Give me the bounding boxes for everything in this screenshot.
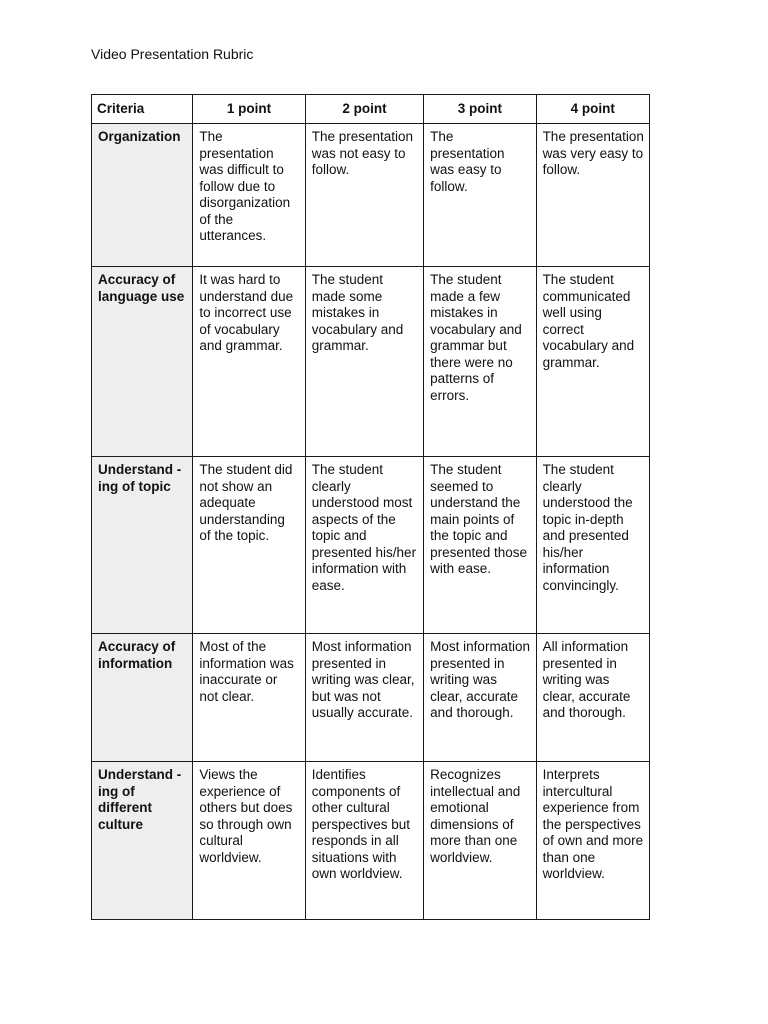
score-cell: Most information presented in writing was clear, but was not usually accurate. bbox=[305, 634, 423, 762]
score-cell: Recognizes intellectual and emotional dimensions of more than one worldview. bbox=[424, 762, 536, 920]
criteria-cell: Accuracy of language use bbox=[92, 267, 193, 457]
table-row bbox=[92, 762, 650, 920]
score-cell: The student seemed to understand the main points of the topic and presented those with ease. bbox=[424, 457, 536, 634]
document-title: Video Presentation Rubric bbox=[91, 46, 254, 62]
score-cell: All information presented in writing was clear, accurate and thorough. bbox=[536, 634, 649, 762]
score-cell: The presentation was easy to follow. bbox=[424, 124, 536, 267]
table-row bbox=[92, 634, 650, 762]
score-cell: The student clearly understood most aspects of the topic and presented his/her information with ease. bbox=[305, 457, 423, 634]
score-cell: It was hard to understand due to incorrect use of vocabulary and grammar. bbox=[193, 267, 305, 457]
rubric-table bbox=[91, 94, 650, 920]
criteria-cell: Understand -ing of different culture bbox=[92, 762, 193, 920]
table-row bbox=[92, 457, 650, 634]
score-cell: The student communicated well using correct vocabulary and grammar. bbox=[536, 267, 649, 457]
score-cell: The student made some mistakes in vocabulary and grammar. bbox=[305, 267, 423, 457]
header-2-point: 2 point bbox=[305, 95, 423, 124]
score-cell: Most information presented in writing was clear, accurate and thorough. bbox=[424, 634, 536, 762]
score-cell: The presentation was difficult to follow due to disorganization of the utterances. bbox=[193, 124, 305, 267]
score-cell: Interprets intercultural experience from the perspectives of own and more than one worldview. bbox=[536, 762, 649, 920]
criteria-cell: Understand -ing of topic bbox=[92, 457, 193, 634]
table-row bbox=[92, 267, 650, 457]
score-cell: The student made a few mistakes in vocabulary and grammar but there were no patterns of errors. bbox=[424, 267, 536, 457]
header-row bbox=[92, 95, 650, 124]
score-cell: The presentation was very easy to follow. bbox=[536, 124, 649, 267]
score-cell: The student clearly understood the topic in-depth and presented his/her information convincingly. bbox=[536, 457, 649, 634]
score-cell: Views the experience of others but does so through own cultural worldview. bbox=[193, 762, 305, 920]
score-cell: Identifies components of other cultural perspectives but responds in all situations with own worldview. bbox=[305, 762, 423, 920]
header-1-point: 1 point bbox=[193, 95, 305, 124]
criteria-cell: Accuracy of information bbox=[92, 634, 193, 762]
header-criteria: Criteria bbox=[92, 95, 193, 124]
criteria-cell: Organization bbox=[92, 124, 193, 267]
score-cell: Most of the information was inaccurate or not clear. bbox=[193, 634, 305, 762]
score-cell: The student did not show an adequate understanding of the topic. bbox=[193, 457, 305, 634]
score-cell: The presentation was not easy to follow. bbox=[305, 124, 423, 267]
header-3-point: 3 point bbox=[424, 95, 536, 124]
header-4-point: 4 point bbox=[536, 95, 649, 124]
table-row bbox=[92, 124, 650, 267]
